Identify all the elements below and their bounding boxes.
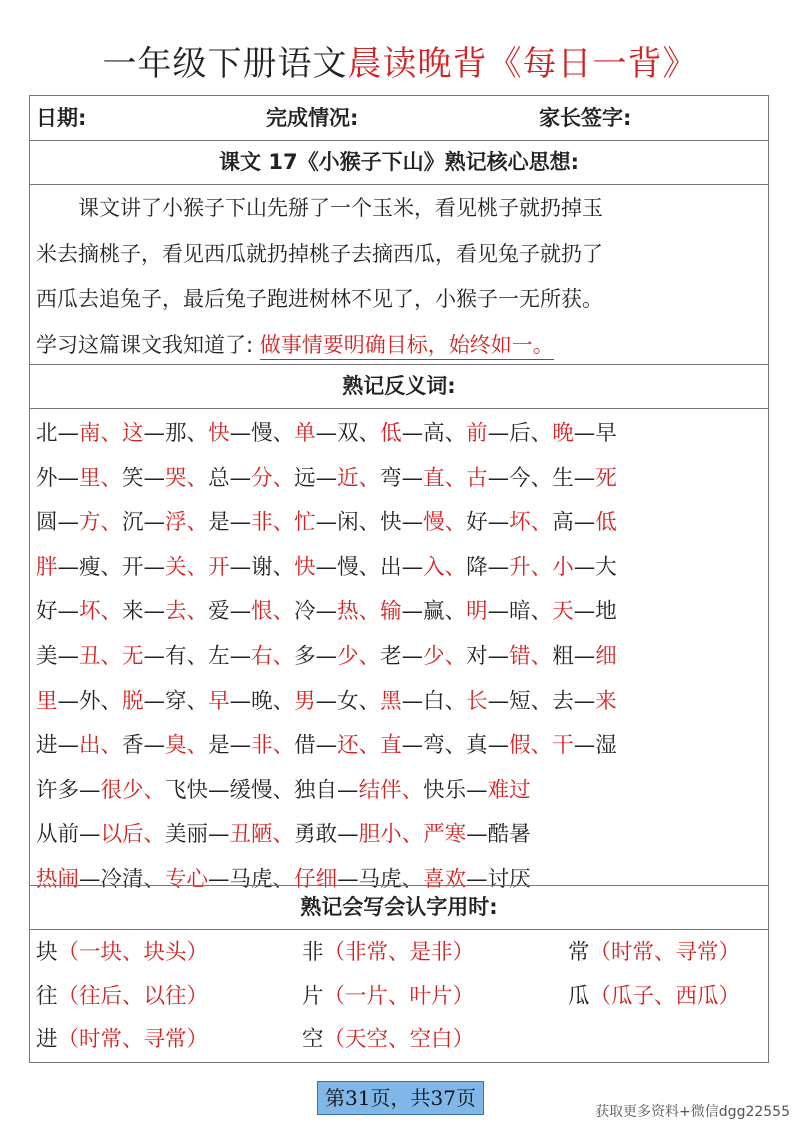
antonym-prompt: —赢、 <box>401 599 467 625</box>
antonym-answer: 哭、 <box>165 465 209 491</box>
worksheet-table <box>29 95 769 1063</box>
antonym-answer: 坏、 <box>79 599 123 625</box>
character-entry <box>302 931 474 975</box>
antonym-line <box>36 457 764 502</box>
antonym-prompt: 勇敢— <box>294 822 359 848</box>
antonym-prompt: —穿、 <box>143 688 209 714</box>
antonym-answer: 早 <box>208 688 230 714</box>
antonym-answer: 快 <box>294 554 316 580</box>
antonym-prompt: 圆— <box>36 510 80 536</box>
passage-line: 米去摘桃子，看见西瓜就扔掉桃子去摘西瓜，看见兔子就扔了 <box>36 241 603 266</box>
character-entry <box>36 975 208 1019</box>
antonym-answer: 热闹 <box>36 866 80 892</box>
character-entry <box>302 1018 474 1062</box>
antonym-prompt: 好— <box>36 599 80 625</box>
character-words: （时常、寻常） <box>589 940 741 965</box>
antonym-prompt: 北— <box>36 421 80 446</box>
antonym-prompt: 沉— <box>122 510 166 536</box>
antonym-prompt: —湿 <box>573 733 617 759</box>
antonym-prompt: 开— <box>122 554 166 580</box>
date-label: 日期: <box>36 106 87 130</box>
character: 片 <box>302 983 324 1009</box>
antonym-prompt: —瘦、 <box>57 554 123 580</box>
lesson-passage <box>36 186 764 368</box>
character-entry <box>36 931 208 975</box>
antonym-answer: 输 <box>380 599 402 625</box>
character: 块 <box>36 940 58 965</box>
antonym-prompt: 弯— <box>380 465 424 491</box>
character-row <box>36 975 764 1019</box>
antonym-prompt: —后、 <box>487 421 553 446</box>
antonym-prompt: 独自— <box>294 777 359 803</box>
antonym-prompt: —弯、 <box>401 733 467 759</box>
antonym-prompt: 美丽— <box>165 822 230 848</box>
antonym-answer: 来 <box>595 688 617 714</box>
antonym-prompt: 快乐— <box>423 777 488 803</box>
character: 常 <box>568 940 590 965</box>
sign-label: 家长签字: <box>539 106 632 130</box>
title-red-part: 晨读晚背《每日一背》 <box>347 44 698 84</box>
character: 非 <box>302 940 324 965</box>
antonym-answer: 近、 <box>337 465 381 491</box>
antonym-prompt: —今、 <box>487 465 553 491</box>
header-row <box>30 96 768 140</box>
antonym-prompt: —那、 <box>143 421 209 446</box>
antonym-answer: 干 <box>552 733 574 759</box>
antonym-answer: 升、 <box>509 554 553 580</box>
character-words: （时常、寻常） <box>57 1027 209 1052</box>
page-indicator: 第31页，共37页 <box>317 1081 484 1115</box>
antonym-line <box>36 412 764 457</box>
character: 往 <box>36 983 58 1009</box>
antonym-line <box>36 680 764 725</box>
antonym-prompt: 左— <box>208 643 252 669</box>
antonym-answer: 男 <box>294 688 316 714</box>
antonym-prompt: —谢、 <box>229 554 295 580</box>
character-words: （往后、以往） <box>57 983 209 1009</box>
antonym-prompt: 许多— <box>36 777 101 803</box>
divider <box>30 929 768 930</box>
antonym-prompt: —大 <box>573 554 617 580</box>
antonym-prompt: —酷暑 <box>466 822 531 848</box>
antonym-prompt: 来— <box>122 599 166 625</box>
antonym-answer: 直、 <box>423 465 467 491</box>
antonym-answer: 严寒 <box>423 822 467 848</box>
antonym-line <box>36 590 764 635</box>
antonym-answer: 里、 <box>79 465 123 491</box>
antonym-prompt: 对— <box>466 643 510 669</box>
antonym-answer: 去、 <box>165 599 209 625</box>
antonym-prompt: 是— <box>208 733 252 759</box>
antonym-prompt: 远— <box>294 465 338 491</box>
character-words: （天空、空白） <box>323 1027 475 1052</box>
divider <box>30 184 768 185</box>
antonym-answer: 南、 <box>79 421 123 446</box>
antonym-prompt: 降— <box>466 554 510 580</box>
passage-conclusion-line <box>36 323 764 369</box>
character-words: （非常、是非） <box>323 940 475 965</box>
antonym-answer: 脱 <box>122 688 144 714</box>
antonym-prompt: 爱— <box>208 599 252 625</box>
antonym-answer: 丑陋、 <box>229 822 295 848</box>
antonym-line <box>36 769 764 814</box>
antonym-prompt: —讨厌 <box>466 866 531 892</box>
antonym-prompt: —慢、 <box>315 554 381 580</box>
antonym-answer: 无 <box>122 643 144 669</box>
antonym-prompt: —有、 <box>143 643 209 669</box>
antonym-prompt: 外— <box>36 465 80 491</box>
antonym-line <box>36 724 764 769</box>
antonym-prompt: —地 <box>573 599 617 625</box>
antonym-answer: 长 <box>466 688 488 714</box>
passage-line: 课文讲了小猴子下山先掰了一个玉米，看见桃子就扔掉玉 <box>78 196 603 220</box>
antonym-prompt: 好— <box>466 510 510 536</box>
antonyms-heading: 熟记反义词: <box>342 374 456 398</box>
antonym-prompt: 出— <box>380 554 424 580</box>
antonym-answer: 慢、 <box>423 510 467 536</box>
conclusion-prefix: 学习这篇课文我知道了: <box>36 332 254 357</box>
character-row <box>36 931 764 975</box>
character-words: （一片、叶片） <box>323 983 475 1009</box>
antonym-answer: 难过 <box>487 777 531 803</box>
antonym-prompt: 老— <box>380 643 424 669</box>
character-entry <box>36 1018 208 1062</box>
antonym-prompt: 美— <box>36 643 80 669</box>
antonym-prompt: 借— <box>294 733 338 759</box>
antonym-prompt: 多— <box>294 643 338 669</box>
antonym-line <box>36 635 764 680</box>
antonym-prompt: —短、 <box>487 688 553 714</box>
antonym-prompt: —闲、 <box>315 510 381 536</box>
antonym-prompt: 真— <box>466 733 510 759</box>
antonym-prompt: 快— <box>380 510 424 536</box>
antonym-answer: 明 <box>466 599 488 625</box>
antonym-prompt: 从前— <box>36 822 101 848</box>
antonym-prompt: 高— <box>552 510 596 536</box>
characters-heading: 熟记会写会认字用时: <box>300 895 498 919</box>
antonym-prompt: —女、 <box>315 688 381 714</box>
character-words: （瓜子、西瓜） <box>589 983 741 1009</box>
character: 进 <box>36 1027 58 1052</box>
antonym-answer: 坏、 <box>509 510 553 536</box>
antonym-answer: 还、 <box>337 733 381 759</box>
status-label: 完成情况: <box>266 106 359 130</box>
divider <box>30 408 768 409</box>
antonym-line <box>36 546 764 591</box>
antonym-prompt: —外、 <box>57 688 123 714</box>
antonym-answer: 忙 <box>294 510 316 536</box>
watermark: 获取更多资料+微信dgg22555 <box>595 1104 790 1120</box>
character-list <box>36 931 764 1062</box>
character-row <box>36 1018 764 1062</box>
antonym-answer: 细 <box>595 643 617 669</box>
antonym-answer: 出、 <box>79 733 123 759</box>
passage-line: 西瓜去追兔子，最后兔子跑进树林不见了，小猴子一无所获。 <box>36 287 603 311</box>
antonym-answer: 仔细 <box>294 866 338 892</box>
page-title <box>0 36 800 85</box>
antonym-answer: 臭、 <box>165 733 209 759</box>
title-black-part: 一年级下册语文 <box>102 44 348 84</box>
antonym-answer: 里 <box>36 688 58 714</box>
antonym-prompt: —慢、 <box>229 421 295 446</box>
antonym-answer: 单 <box>294 421 316 446</box>
antonym-prompt: 总— <box>208 465 252 491</box>
antonym-prompt: 冷— <box>294 599 338 625</box>
antonym-answer: 小 <box>552 554 574 580</box>
antonym-answer: 死 <box>595 465 617 491</box>
antonym-prompt: —冷清、 <box>79 866 166 892</box>
antonym-answer: 入、 <box>423 554 467 580</box>
antonym-answer: 右、 <box>251 643 295 669</box>
antonym-answer: 少、 <box>423 643 467 669</box>
character-entry <box>302 975 474 1019</box>
lesson-heading: 课文 17《小猴子下山》熟记核心思想: <box>219 150 579 174</box>
antonym-answer: 天 <box>552 599 574 625</box>
antonym-answer: 错、 <box>509 643 553 669</box>
antonym-prompt: 粗— <box>552 643 596 669</box>
antonym-answer: 非、 <box>251 510 295 536</box>
antonym-answer: 直 <box>380 733 402 759</box>
antonym-prompt: 是— <box>208 510 252 536</box>
antonym-prompt: 去— <box>552 688 596 714</box>
antonym-answer: 前 <box>466 421 488 446</box>
antonym-answer: 分、 <box>251 465 295 491</box>
character-words: （一块、块头） <box>57 940 209 965</box>
antonym-answer: 假、 <box>509 733 553 759</box>
antonym-prompt: —马虎、 <box>208 866 295 892</box>
antonym-prompt: —马虎、 <box>337 866 424 892</box>
antonym-prompt: 香— <box>122 733 166 759</box>
antonym-line <box>36 813 764 858</box>
antonym-answer: 胆小、 <box>358 822 424 848</box>
antonym-answer: 快 <box>208 421 230 446</box>
character-entry <box>568 975 740 1019</box>
antonym-prompt: 进— <box>36 733 80 759</box>
antonym-answer: 非、 <box>251 733 295 759</box>
antonym-answer: 黑 <box>380 688 402 714</box>
antonym-answer: 胖 <box>36 554 58 580</box>
character: 空 <box>302 1027 324 1052</box>
antonym-prompt: 笑— <box>122 465 166 491</box>
antonym-answer: 开 <box>208 554 230 580</box>
character-entry <box>568 931 740 975</box>
antonym-prompt: 飞快—缓慢、 <box>165 777 295 803</box>
antonym-answer: 方、 <box>79 510 123 536</box>
antonym-prompt: —白、 <box>401 688 467 714</box>
antonym-answer: 晚 <box>552 421 574 446</box>
antonym-answer: 古 <box>466 465 488 491</box>
antonym-answer: 丑、 <box>79 643 123 669</box>
antonym-answer: 这 <box>122 421 144 446</box>
antonym-prompt: —高、 <box>401 421 467 446</box>
antonym-answer: 低 <box>595 510 617 536</box>
antonym-prompt: 生— <box>552 465 596 491</box>
antonym-answer: 喜欢 <box>423 866 467 892</box>
antonym-answer: 恨、 <box>251 599 295 625</box>
antonym-prompt: —晚、 <box>229 688 295 714</box>
antonym-answer: 低 <box>380 421 402 446</box>
antonym-prompt: —早 <box>573 421 617 446</box>
antonym-prompt: —双、 <box>315 421 381 446</box>
antonym-line <box>36 501 764 546</box>
antonym-answer: 关、 <box>165 554 209 580</box>
antonym-answer: 少、 <box>337 643 381 669</box>
conclusion-text: 做事情要明确目标，始终如一。 <box>260 333 554 360</box>
antonym-answer: 热、 <box>337 599 381 625</box>
antonym-list <box>36 412 764 903</box>
antonym-answer: 专心 <box>165 866 209 892</box>
antonym-answer: 很少、 <box>100 777 166 803</box>
antonym-answer: 浮、 <box>165 510 209 536</box>
antonym-answer: 以后、 <box>100 822 166 848</box>
character: 瓜 <box>568 983 590 1009</box>
antonym-answer: 结伴、 <box>358 777 424 803</box>
antonym-prompt: —暗、 <box>487 599 553 625</box>
